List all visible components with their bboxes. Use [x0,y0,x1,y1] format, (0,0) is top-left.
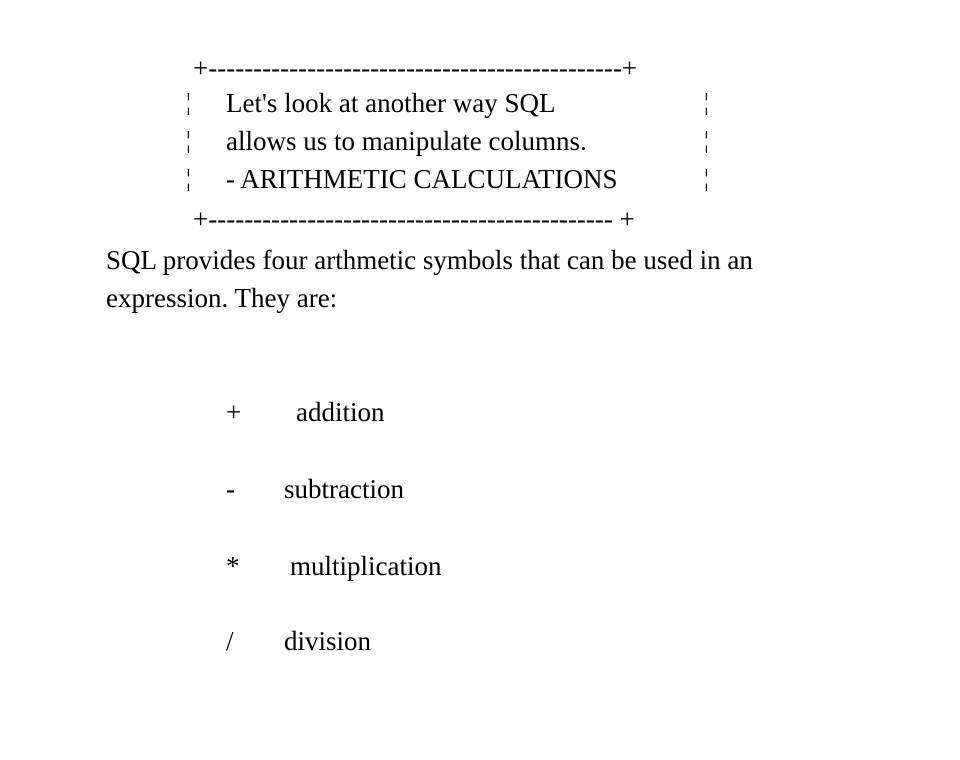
operator-symbol: / [226,626,234,656]
box-text: - ARITHMETIC CALCULATIONS [226,164,618,194]
box-side-left: ¦ [186,90,191,116]
box-border-top: +----------------------------------------------+ [193,53,638,83]
operator-name: addition [296,397,385,427]
operator-symbol: - [226,474,235,504]
box-side-left: ¦ [186,128,191,154]
box-side-right: ¦ [704,128,709,154]
box-text: allows us to manipulate columns. [226,126,587,156]
box-side-right: ¦ [704,166,709,192]
operator-name: multiplication [290,551,442,581]
operator-name: subtraction [284,474,404,504]
operator-name: division [284,626,372,656]
box-text: Let's look at another way SQL [226,88,556,118]
operator-symbol: * [226,551,240,581]
intro-paragraph: SQL provides four arthmetic symbols that can be used in an expression. They are: [106,245,753,313]
operator-item [226,624,372,760]
box-side-left: ¦ [186,166,191,192]
operator-symbol: + [226,397,242,427]
box-border-bottom: +--------------------------------------------- + [193,204,635,234]
box-side-right: ¦ [704,90,709,116]
